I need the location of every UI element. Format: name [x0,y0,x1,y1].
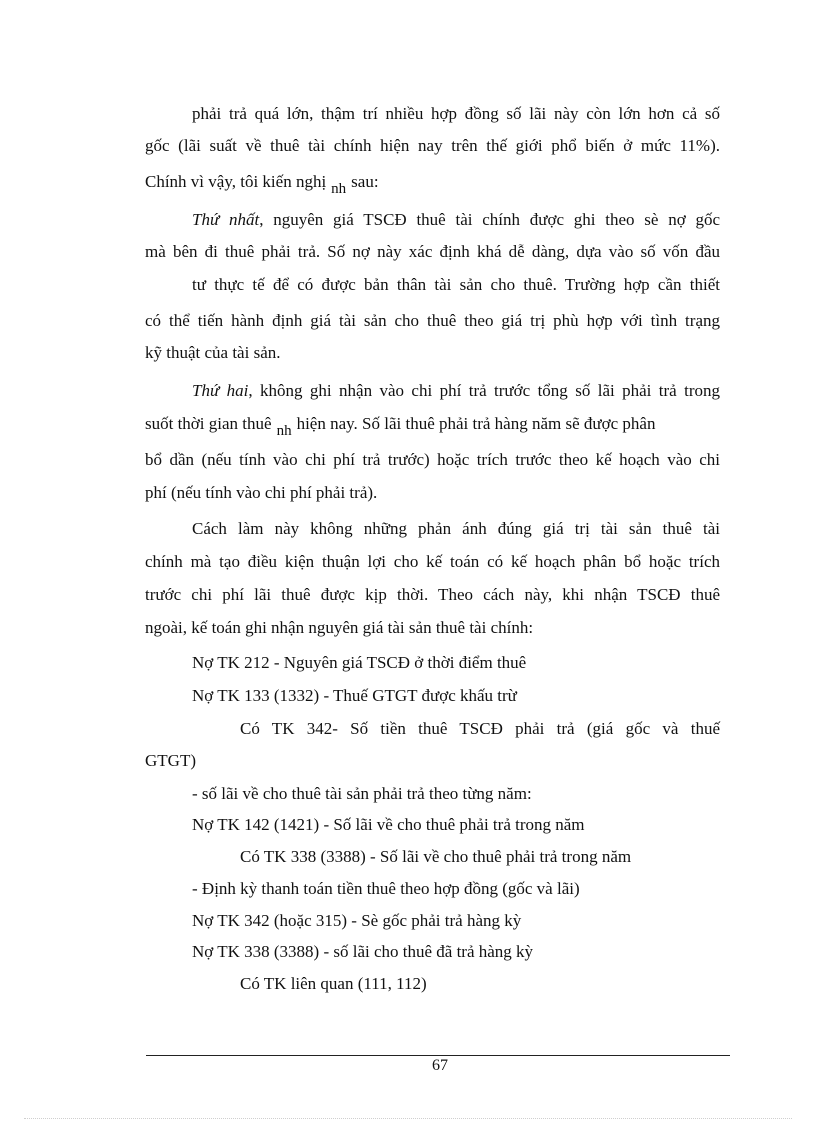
page-number: 67 [432,1057,448,1074]
paragraph-2-line-5: kỹ thuật của tài sản. [145,343,281,362]
paragraph-1-subscript: nh [331,181,347,197]
entry-credit-342: Có TK 342- Số tiền thuê TSCĐ phải trả (giá gốc và thuế [240,719,720,738]
paragraph-3-lead: Thứ hai [192,381,249,400]
paragraph-3-line-4: phí (nếu tính vào chi phí phải trả). [145,483,378,502]
paragraph-3-line-2-text: suốt thời gian thuê [145,414,272,433]
paragraph-3-line-3: bổ dần (nếu tính vào chi phí trả trước) hoặc trích trước theo kế hoạch vào chi [145,450,720,469]
paragraph-4-line-4: ngoài, kế toán ghi nhận nguyên giá tài sản thuê tài chính: [145,618,534,637]
entry-credit-338: Có TK 338 (3388) - Số lãi về cho thuê phải trả trong năm [240,847,632,866]
paragraph-3-line-2-end: hiện nay. Số lãi thuê phải trả hàng năm sẽ được phân [296,414,656,433]
paragraph-4-line-2: chính mà tạo điều kiện thuận lợi cho kế toán có kế hoạch phân bổ hoặc trích [145,552,720,571]
paragraph-2-lead: Thứ nhất [192,210,260,229]
entry-debit-338: Nợ TK 338 (3388) - số lãi cho thuê đã trả hàng kỳ [192,942,534,961]
paragraph-3-line-1-rest: , không ghi nhận vào chi phí trả trước tổng số lãi phải trả trong [248,381,720,400]
paragraph-4-line-3: trước chi phí lãi thuê được kịp thời. Theo cách này, khi nhận TSCĐ thuê [145,585,720,604]
entry-debit-142: Nợ TK 142 (1421) - Số lãi về cho thuê phải trả trong năm [192,815,585,834]
paragraph-4-line-1: Cách làm này không những phản ánh đúng giá trị tài sản thuê tài [192,519,720,538]
paragraph-1-line-2: gốc (lãi suất về thuê tài chính hiện nay trên thế giới phổ biến ở mức 11%). [145,136,720,155]
paragraph-3-line-2 [145,408,720,440]
paragraph-2-line-4: có thể tiến hành định giá tài sản cho thuê theo giá trị phù hợp với tình trạng [145,311,720,330]
entry-debit-212: Nợ TK 212 - Nguyên giá TSCĐ ở thời điểm thuê [192,653,527,672]
paragraph-2-line-1-rest: , nguyên giá TSCĐ thuê tài chính được ghi theo sè nợ gốc [259,210,720,229]
entry-credit-342-continued: GTGT) [145,751,196,770]
paragraph-2-line-2: mà bên đi thuê phải trả. Số nợ này xác định khá dễ dàng, dựa vào số vốn đầu [145,242,720,261]
paragraph-1-line-3-text: Chính vì vậy, tôi kiến nghị [145,172,327,191]
entry-debit-342: Nợ TK 342 (hoặc 315) - Sè gốc phải trả hàng kỳ [192,911,522,930]
entry-credit-related: Có TK liên quan (111, 112) [240,974,427,993]
paragraph-1-line-3-end: sau: [351,172,379,191]
paragraph-1-line-3 [145,166,379,198]
paragraph-3-subscript: nh [276,423,292,439]
entry-debit-133: Nợ TK 133 (1332) - Thuế GTGT được khấu trừ [192,686,517,705]
paragraph-3-line-1 [192,375,720,407]
paragraph-2-line-1 [192,204,720,236]
paragraph-2-line-3: tư thực tế để có được bản thân tài sản cho thuê. Trường hợp cần thiết [192,275,720,294]
page-bottom-edge [24,1118,792,1119]
entry-periodic-payment-note: - Định kỳ thanh toán tiền thuê theo hợp đồng (gốc và lãi) [192,879,580,898]
entry-interest-note: - số lãi về cho thuê tài sản phải trả theo từng năm: [192,784,532,803]
paragraph-1-line-1: phải trả quá lớn, thậm trí nhiều hợp đồng số lãi này còn lớn hơn cả số [192,104,720,123]
